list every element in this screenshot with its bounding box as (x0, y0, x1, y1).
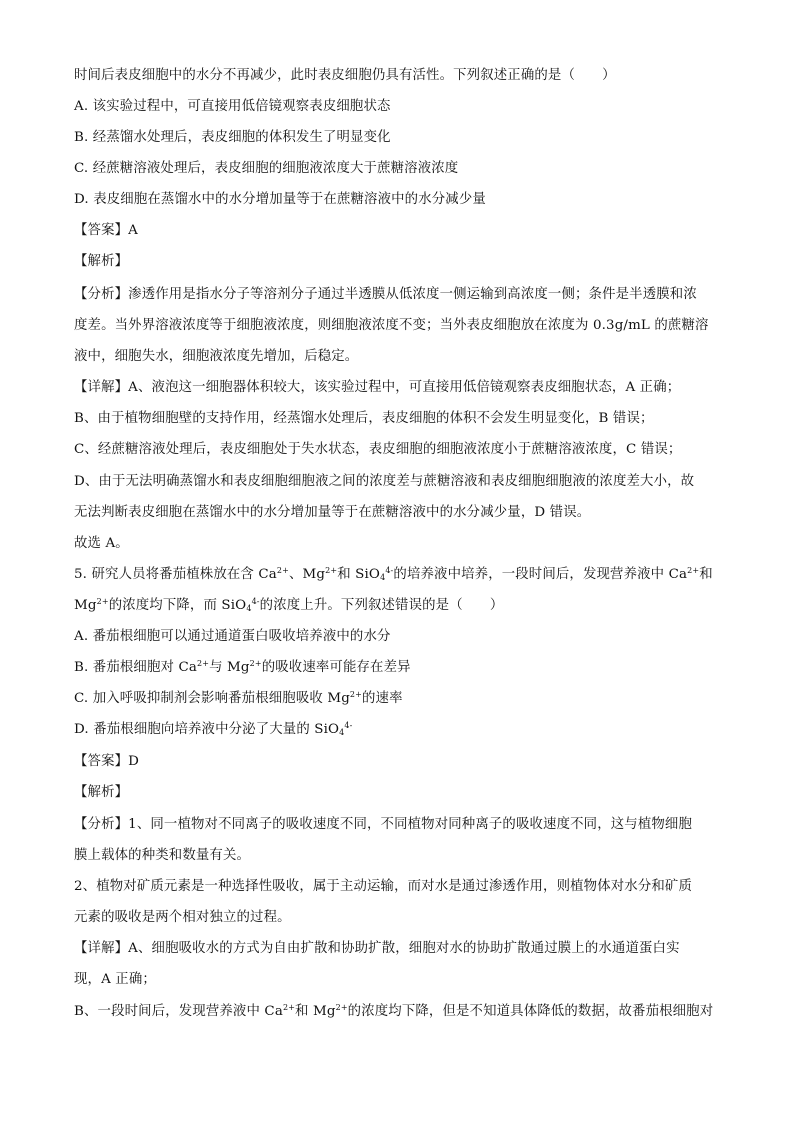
question-5-stem: 5. 研究人员将番茄植株放在含 $Ca^{2+}$、$Mg^{2+}$和 SiO$_4^{4-}$的培养液中培养，一段时间后，发现营养液中 $Ca^{2+}$和 (74, 566, 713, 582)
detail-text: B、一段时间后，发现营养液中 $Ca^{2+}$和 $Mg^{2+}$的浓度均下降，但是不知道具体降低的数据，故番茄根细胞对 (74, 1003, 714, 1019)
option-d: D. 表皮细胞在蒸馏水中的水分增加量等于在蔗糖溶液中的水分减少量 (74, 192, 486, 207)
option-a: A. 番茄根细胞可以通过通道蛋白吸收培养液中的水分 (74, 629, 391, 644)
analysis-text: 液中，细胞失水，细胞液浓度先增加，后稳定。 (74, 349, 359, 364)
analysis-text: 2、植物对矿质元素是一种选择性吸收，属于主动运输，而对水是通过渗透作用，则植物体对水分和矿质 (74, 879, 692, 894)
answer-label: 【答案】D (74, 754, 140, 769)
detail-text: D、由于无法明确蒸馏水和表皮细胞细胞液之间的浓度差与蔗糖溶液和表皮细胞细胞液的浓度差大小，故 (74, 474, 695, 489)
option-a: A. 该实验过程中，可直接用低倍镜观察表皮细胞状态 (74, 99, 391, 114)
analysis-heading: 【解析】 (74, 785, 129, 800)
option-b: B. 经蒸馏水处理后，表皮细胞的体积发生了明显变化 (74, 130, 391, 145)
option-d: D. 番茄根细胞向培养液中分泌了大量的 SiO$_4^{4-}$ (74, 721, 353, 737)
detail-text: 无法判断表皮细胞在蒸馏水中的水分增加量等于在蔗糖溶液中的水分减少量，D 错误。 (74, 505, 591, 520)
conclusion-text: 故选 A。 (74, 536, 129, 551)
analysis-text: 度差。当外界溶液浓度等于细胞液浓度，则细胞液浓度不变；当外表皮细胞放在浓度为 0.3g/mL 的蔗糖溶 (74, 318, 709, 333)
analysis-text: 膜上载体的种类和数量有关。 (74, 848, 251, 863)
option-c: C. 加入呼吸抑制剂会影响番茄根细胞吸收 $Mg^{2+}$的速率 (74, 690, 403, 706)
analysis-text: 【分析】1、同一植物对不同离子的吸收速度不同，不同植物对同种离子的吸收速度不同，这与植物细胞 (74, 817, 692, 832)
detail-text: B、由于植物细胞壁的支持作用，经蒸馏水处理后，表皮细胞的体积不会发生明显变化，B 错误； (74, 411, 654, 426)
answer-label: 【答案】A (74, 223, 138, 238)
option-b: B. 番茄根细胞对 $Ca^{2+}$与 $Mg^{2+}$的吸收速率可能存在差异 (74, 659, 411, 675)
analysis-heading: 【解析】 (74, 254, 129, 269)
option-c: C. 经蔗糖溶液处理后，表皮细胞的细胞液浓度大于蔗糖溶液浓度 (74, 161, 459, 176)
text-line: 时间后表皮细胞中的水分不再减少，此时表皮细胞仍具有活性。下列叙述正确的是（ ） (74, 68, 616, 83)
detail-text: 现，A 正确； (74, 972, 156, 987)
analysis-text: 【分析】渗透作用是指水分子等溶剂分子通过半透膜从低浓度一侧运输到高浓度一侧；条件是半透膜和浓 (74, 287, 697, 302)
detail-text: 【详解】A、液泡这一细胞器体积较大，该实验过程中，可直接用低倍镜观察表皮细胞状态，A 正确； (74, 380, 681, 395)
detail-text: C、经蔗糖溶液处理后，表皮细胞处于失水状态，表皮细胞的细胞液浓度小于蔗糖溶液浓度，C 错误； (74, 442, 682, 457)
analysis-text: 元素的吸收是两个相对独立的过程。 (74, 910, 291, 925)
question-5-stem: $Mg^{2+}$的浓度均下降，而 SiO$_4^{4-}$的浓度上升。下列叙述错误的是（ ） (74, 597, 504, 613)
detail-text: 【详解】A、细胞吸收水的方式为自由扩散和协助扩散，细胞对水的协助扩散通过膜上的水通道蛋白实 (74, 941, 680, 956)
